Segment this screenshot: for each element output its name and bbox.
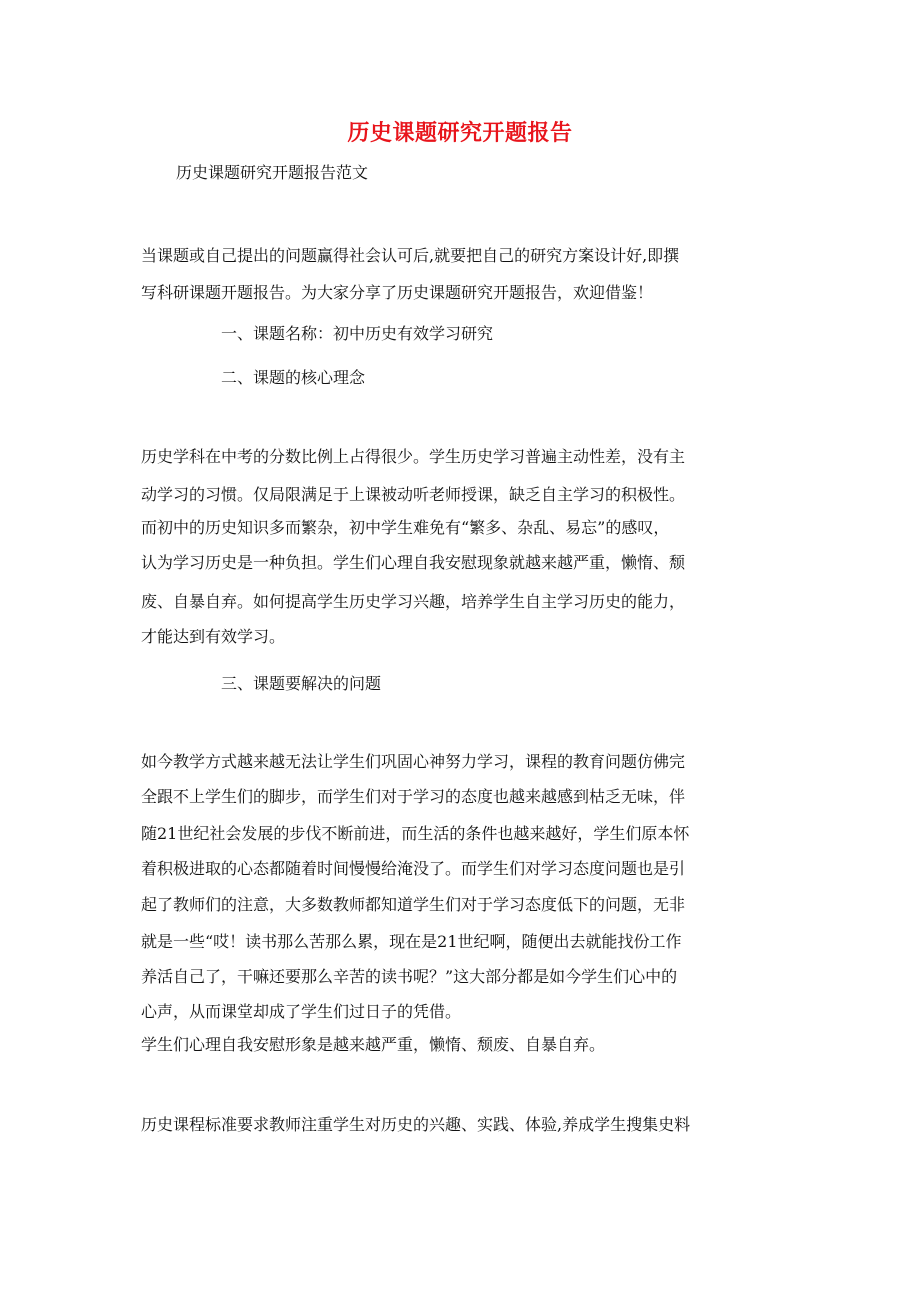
section3-line: 如今教学方式越来越无法让学生们巩固心神努力学习，课程的教育问题仿佛完	[141, 752, 686, 771]
section2-line: 动学习的习惯。仅局限满足于上课被动听老师授课，缺乏自主学习的积极性。	[141, 485, 686, 504]
section3-line: 养活自己了，干嘛还要那么辛苦的读书呢？”这大部分都是如今学生们心中的	[141, 967, 678, 986]
section3-line: 随21世纪社会发展的步伐不断前进，而生活的条件也越来越好，学生们原本怀	[141, 824, 690, 843]
section3-line: 着积极进取的心态都随着时间慢慢给淹没了。而学生们对学习态度问题也是引	[141, 859, 686, 878]
section3-line: 心声，从而课堂却成了学生们过日子的凭借。	[141, 1002, 462, 1021]
section4-line: 历史课程标准要求教师注重学生对历史的兴趣、实践、体验,养成学生搜集史料	[141, 1115, 691, 1134]
document-title: 历史课题研究开题报告	[347, 121, 573, 146]
intro-line: 当课题或自己提出的问题赢得社会认可后,就要把自己的研究方案设计好,即撰	[141, 246, 680, 265]
section3-line: 全跟不上学生们的脚步，而学生们对于学习的态度也越来越感到枯乏无味，伴	[141, 787, 686, 806]
section3-line: 起了教师们的注意，大多数教师都知道学生们对于学习态度低下的问题，无非	[141, 895, 686, 914]
section3-line: 学生们心理自我安慰形象是越来越严重，懒惰、颓废、自暴自弃。	[141, 1035, 606, 1054]
section2-line: 历史学科在中考的分数比例上占得很少。学生历史学习普遍主动性差，没有主	[141, 447, 686, 466]
intro-line: 写科研课题开题报告。为大家分享了历史课题研究开题报告，欢迎借鉴！	[141, 283, 654, 302]
section2-line: 而初中的历史知识多而繁杂，初中学生难免有“繁多、杂乱、易忘”的感叹，	[141, 518, 670, 537]
section2-line: 认为学习历史是一种负担。学生们心理自我安慰现象就越来越严重，懒惰、颓	[141, 553, 686, 572]
section2-line: 废、自暴自弃。如何提高学生历史学习兴趣，培养学生自主学习历史的能力，	[141, 592, 686, 611]
section2-line: 才能达到有效学习。	[141, 627, 286, 646]
section-heading-2: 二、课题的核心理念	[221, 368, 366, 387]
section3-line: 就是一些“哎！读书那么苦那么累，现在是21世纪啊，随便出去就能找份工作	[141, 932, 682, 951]
document-subtitle: 历史课题研究开题报告范文	[176, 163, 369, 182]
section-heading-3: 三、课题要解决的问题	[221, 674, 382, 693]
section-heading-1: 一、课题名称：初中历史有效学习研究	[221, 324, 494, 343]
